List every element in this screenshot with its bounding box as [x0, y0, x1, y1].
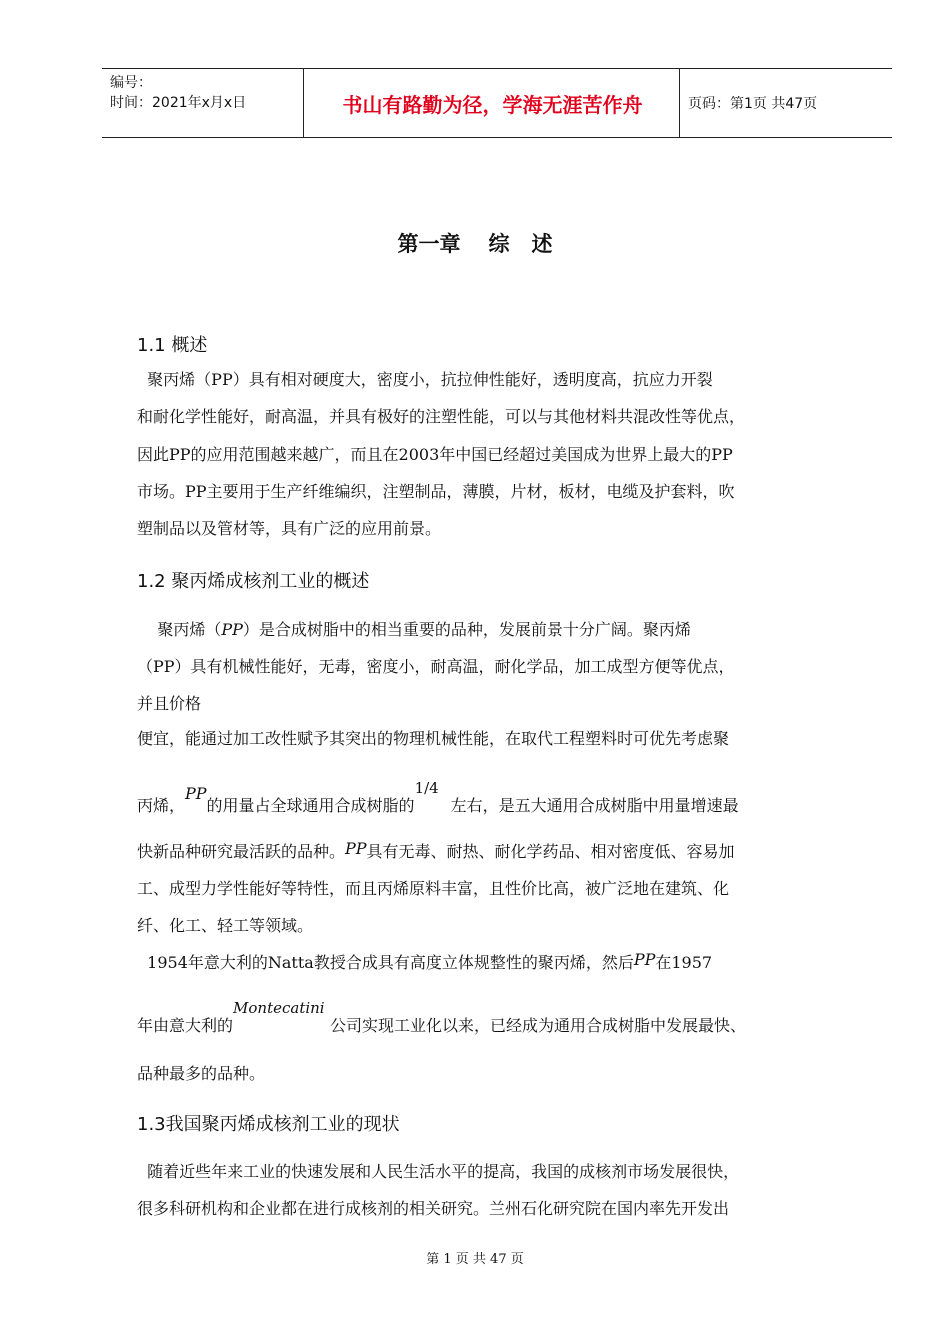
paragraph-line: （PP）具有机械性能好，无毒，密度小，耐高温，耐化学品，加工成型方便等优点，	[137, 657, 735, 676]
paragraph-line: 纤、化工、轻工等领域。	[137, 916, 314, 935]
header-divider	[679, 69, 680, 137]
text-run: 年由意大利的	[137, 1016, 234, 1035]
paragraph-line: 很多科研机构和企业都在进行成核剂的相关研究。兰州石化研究院在国内率先开发出	[137, 1199, 730, 1218]
text-run: ）是合成树脂中的相当重要的品种，发展前景十分广阔。聚丙烯	[242, 620, 691, 639]
section-heading-1-1: 1.1 概述	[137, 335, 208, 356]
fraction-formula: 1/4	[414, 779, 439, 797]
text-run: 丙烯，	[137, 796, 186, 815]
chapter-number: 第一章	[397, 232, 461, 256]
paragraph-line: 品种最多的品种。	[137, 1064, 266, 1083]
chapter-name: 综 述	[488, 232, 553, 256]
paragraph-line: 市场。PP主要用于生产纤维编织，注塑制品，薄膜，片材，板材，电缆及护套料，吹	[137, 482, 735, 501]
paragraph-line: 便宜，能通过加工改性赋予其突出的物理机械性能，在取代工程塑料时可优先考虑聚	[137, 729, 730, 748]
paragraph-line: 聚丙烯（PP）具有相对硬度大，密度小，抗拉伸性能好，透明度高，抗应力开裂	[137, 370, 713, 389]
paragraph-line: 塑制品以及管材等，具有广泛的应用前景。	[137, 519, 442, 538]
pp-formula: PP	[633, 950, 656, 969]
montecatini-formula: Montecatini	[233, 999, 325, 1017]
paragraph-line	[137, 950, 713, 973]
paragraph-line	[137, 620, 691, 640]
section-heading-1-3: 1.3我国聚丙烯成核剂工业的现状	[137, 1114, 400, 1135]
paragraph-line	[137, 779, 739, 816]
header-page-info: 页码：第1页 共47页	[688, 96, 818, 112]
paragraph-line	[137, 999, 747, 1036]
page-footer: 第 1 页 共 47 页	[426, 1252, 524, 1267]
text-run: 具有无毒、耐热、耐化学药品、相对密度低、容易加	[366, 842, 735, 861]
section-heading-1-2: 1.2 聚丙烯成核剂工业的概述	[137, 571, 370, 592]
pp-formula: PP	[185, 784, 207, 803]
text-run: 聚丙烯（	[137, 620, 222, 639]
paragraph-line: 随着近些年来工业的快速发展和人民生活水平的提高，我国的成核剂市场发展很快，	[137, 1162, 740, 1181]
paragraph-line: 工、成型力学性能好等特性，而且丙烯原料丰富，且性价比高，被广泛地在建筑、化	[137, 879, 730, 898]
page-header	[102, 68, 892, 138]
paragraph-line	[137, 839, 735, 862]
paragraph-line: 因此PP的应用范围越来越广，而且在2003年中国已经超过美国成为世界上最大的PP	[137, 445, 733, 464]
paragraph-line: 并且价格	[137, 694, 202, 713]
header-motto: 书山有路勤为径，学海无涯苦作舟	[342, 92, 643, 117]
pp-formula: PP	[221, 620, 243, 639]
text-run: 左右，是五大通用合成树脂中用量增速最	[450, 796, 739, 815]
header-meta	[110, 73, 246, 113]
header-divider	[303, 69, 304, 137]
serial-label: 编号：	[110, 75, 152, 91]
text-run: 1954年意大利的Natta教授合成具有高度立体规整性的聚丙烯，然后	[137, 953, 634, 972]
chapter-title	[0, 228, 950, 258]
paragraph-line: 和耐化学性能好，耐高温，并具有极好的注塑性能，可以与其他材料共混改性等优点，	[137, 407, 746, 426]
pp-formula: PP	[345, 839, 367, 858]
text-run: 快新品种研究最活跃的品种。	[137, 842, 346, 861]
text-run: 的用量占全球通用合成树脂的	[206, 796, 415, 815]
text-run: 公司实现工业化以来，已经成为通用合成树脂中发展最快、	[330, 1016, 747, 1035]
text-run: 在1957	[655, 953, 713, 972]
date-line: 时间：2021年x月x日	[110, 95, 247, 111]
